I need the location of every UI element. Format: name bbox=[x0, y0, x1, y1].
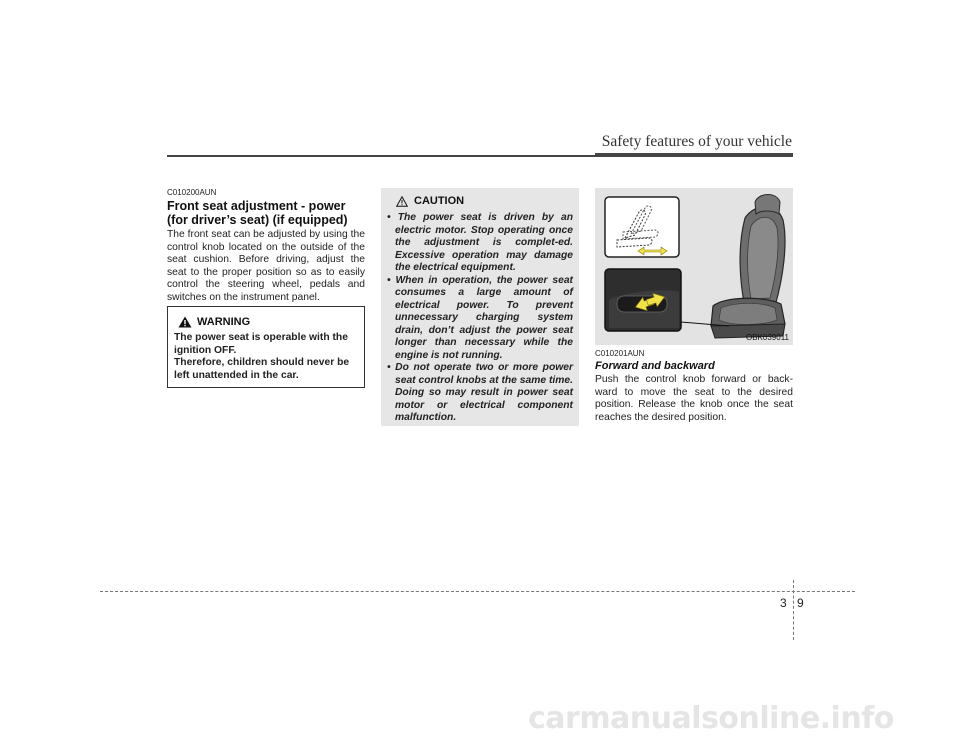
figure-caption: OBK039011 bbox=[746, 333, 789, 342]
warning-line1: The power seat is operable with the ignition OFF. bbox=[174, 332, 348, 356]
seat-illustration bbox=[595, 188, 793, 345]
warning-title: WARNING bbox=[197, 316, 251, 328]
subsection-body: Push the control knob forward or back-ward to move the seat to the desired position. Release the knob once the seat reaches the desired position. bbox=[595, 374, 793, 423]
caution-item: • Do not operate two or more power seat control knobs at the same time. Doing so may result in power seat motor or electrical component malfunction. bbox=[387, 362, 573, 423]
caution-title: CAUTION bbox=[414, 195, 465, 207]
caution-box bbox=[381, 188, 579, 426]
warning-box bbox=[167, 306, 365, 388]
warning-triangle-icon bbox=[178, 316, 192, 328]
warning-line2: Therefore, children should never be left unattended in the car. bbox=[174, 357, 350, 381]
seat-figure bbox=[595, 188, 793, 345]
caution-item-text: Do not operate two or more power seat control knobs at the same time. Doing so may result in power seat motor or electrical component malfunction. bbox=[395, 362, 573, 423]
header-rule-accent bbox=[595, 153, 793, 157]
caution-item: • The power seat is driven by an electric motor. Stop operating once the adjustment is complet-ed. Excessive operation may damage the electrical equipment. bbox=[387, 212, 573, 273]
watermark: carmanualsonline.info bbox=[528, 701, 894, 736]
warning-header bbox=[178, 316, 250, 328]
subsection-code: C010201AUN bbox=[595, 349, 645, 358]
section-heading-line1: Front seat adjustment - power bbox=[167, 199, 346, 213]
caution-triangle-icon bbox=[396, 196, 408, 207]
caution-list bbox=[387, 212, 573, 425]
section-heading-line2: (for driver’s seat) (if equipped) bbox=[167, 213, 348, 227]
caution-item-text: The power seat is driven by an electric motor. Stop operating once the adjustment is complet-ed. Excessive operation may damage the electrical equipment. bbox=[395, 212, 573, 273]
section-code: C010200AUN bbox=[167, 188, 217, 197]
header-title: Safety features of your vehicle bbox=[601, 133, 792, 150]
subsection-heading: Forward and backward bbox=[595, 360, 715, 372]
caution-item-text: When in operation, the power seat consumes a large amount of electrical power. To prevent unnecessary charging system drain, don’t adjust the power seat longer than necessary while the engine is not running. bbox=[395, 274, 573, 361]
page-chapter: 3 bbox=[780, 596, 787, 610]
page-number: 9 bbox=[797, 596, 804, 610]
footer-rule bbox=[100, 591, 855, 592]
caution-item: • When in operation, the power seat consumes a large amount of electrical power. To prevent unnecessary charging system drain, don’t adjust the power seat longer than necessary while the engine is not running. bbox=[387, 274, 573, 361]
section-body: The front seat can be adjusted by using the control knob located on the outside of the seat cushion. Before driving, adjust the seat to the proper position so as to easily control the steering wheel, pedals and switches on the instrument panel. bbox=[167, 229, 365, 303]
caution-header bbox=[396, 195, 464, 207]
footer-divider bbox=[793, 580, 794, 640]
warning-body bbox=[174, 332, 360, 382]
section-heading bbox=[167, 199, 367, 227]
